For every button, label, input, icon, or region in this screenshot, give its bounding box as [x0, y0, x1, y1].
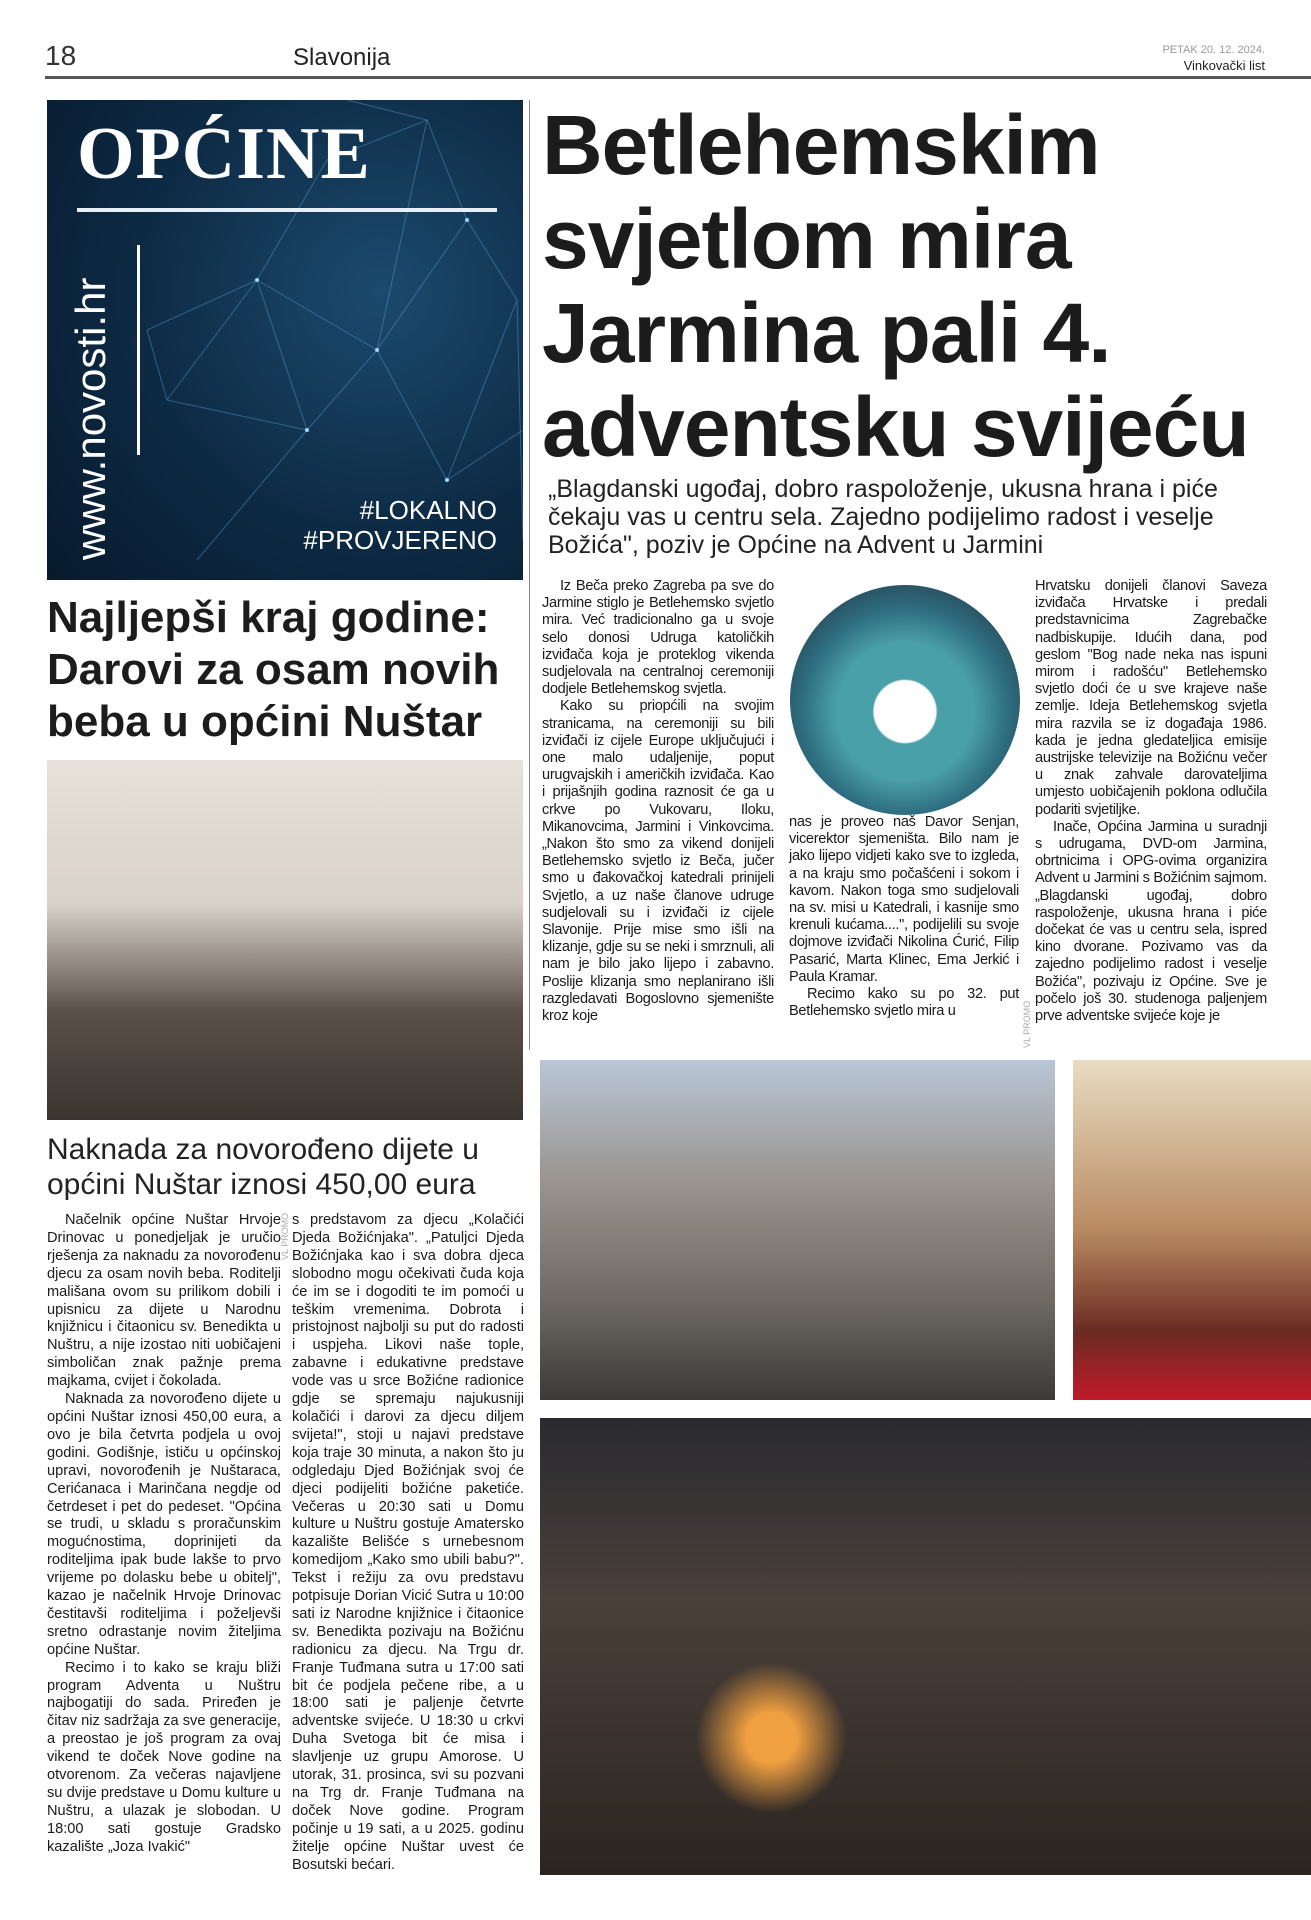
- paragraph: Načelnik općine Nuštar Hrvoje Drinovac u ponedjeljak je uručio rješenja za naknadu za novorođenu djecu za osam novih beba. Roditelji mališana ovom su prilikom dobili i upisnicu za dijete u Narodnu knjižnicu i čitaonicu sv. Benedikta u Nuštru, a nije izostao niti uobičajeni simboličan znak pažnje prema majkama, cvijet i čokolada.: [47, 1212, 281, 1390]
- left-article-column-1: [47, 1212, 281, 1857]
- issue-date: PETAK 20. 12. 2024.: [1162, 44, 1265, 56]
- opcine-banner: [47, 100, 523, 580]
- paragraph: Inače, Općina Jarmina u suradnji s udrugama, DVD-om Jarmina, obrtnicima i OPG-ovima organizira Advent u Jarmini s Božićnim sajmom. „Blagdanski ugođaj, dobro raspoloženje, ukusna hrana i piće dočekat će vas u centru sela, ispred kino dvorane. Pozivamo vas da zajedno podijelimo radost i veselje Božića", pozivaju iz Općine. Sve je počelo još 30. studenoga paljenjem prve adventske svijeće koje je: [1035, 818, 1267, 1025]
- left-article-subheadline: Naknada za novorođeno dijete u općini Nuštar iznosi 450,00 eura: [47, 1133, 479, 1201]
- banner-url: www.novosti.hr: [67, 277, 114, 560]
- promo-label: VL PROMO: [1022, 1000, 1032, 1048]
- newspaper-name: Vinkovački list: [1183, 58, 1265, 73]
- page-number: 18: [45, 40, 77, 71]
- paragraph: Naknada za novorođeno dijete u općini Nuštar iznosi 450,00 eura, a ovo je bila četvrta podjela u ovoj godini. Godišnje, ističu u općinskoj upravi, novorođenih je Nuštaraca, Cerićanaca i Marinčana negdje od četrdeset i pet do pedeset. "Općina se trudi, u skladu s proračunskim mogućnostima, doprinijeti da roditeljima ipak bude lakše to prvo vrijeme po dolasku bebe u obitelj", kazao je načelnik Hrvoje Drinovac čestitavši roditeljima i poželjevši sretno odrastanje novim žiteljima općine Nuštar.: [47, 1391, 281, 1658]
- main-article-deck: „Blagdanski ugođaj, dobro raspoloženje, ukusna hrana i piće čekaju vas u centru sela. Zajedno podijelimo radost i veselje Božića", poziv je Općine na Advent u Jarmini: [548, 475, 1218, 559]
- photo-candle-lantern: [790, 585, 1020, 815]
- paragraph: Recimo i to kako se kraju bliži program Adventa u Nuštru najbogatiji do sada. Priređen je čitav niz sadržaja za sve generacije, a preostao je još program za ovaj vikend te doček Nove godine na otvorenom. Za večeras najavljene su dvije predstave u Domu kulture u Nuštru, a ulazak je slobodan. U 18:00 sati gostuje Gradsko kazalište „Joza Ivakić": [47, 1659, 281, 1855]
- left-article-headline: Najljepši kraj godine: Darovi za osam novih beba u općini Nuštar: [47, 593, 500, 746]
- photo-parents-with-babies: [47, 760, 523, 1120]
- banner-tags: [303, 495, 497, 555]
- main-article-column-3: [1035, 578, 1267, 1025]
- photo-boy-in-church: [1073, 1060, 1311, 1400]
- paragraph: nas je proveo naš Davor Senjan, vicerektor sjemeništa. Bilo nam je jako lijepo vidjeti kako sve to izgleda, a na kraju smo počašćeni i sokom i kavom. Nakon toga smo sudjelovali na sv. misi u Katedrali, i kasnije smo krenuli kućama....", podijelili su svoje dojmove izviđači Nikolina Ćurić, Filip Pasarić, Marta Klinec, Ema Jerkić i Paula Kramar.: [789, 814, 1019, 985]
- tag-provjereno: #PROVJERENO: [303, 525, 497, 555]
- banner-title: OPĆINE: [77, 113, 371, 195]
- banner-rule: [77, 208, 497, 212]
- photo-scouts-at-cathedral: [540, 1060, 1055, 1400]
- left-article-column-2: [292, 1212, 524, 1875]
- main-article-headline: Betlehemskim svjetlom mira Jarmina pali 4. adventsku svijeću: [542, 98, 1249, 474]
- section-title: Slavonija: [293, 44, 391, 71]
- banner-bar: [137, 245, 140, 455]
- paragraph: s predstavom za djecu „Kolačići Djeda Božićnjaka". „Patuljci Djeda Božićnjaka kao i sva dobra djeca slobodno mogu očekivati čuda koja će im se i dogoditi te im pomoći u teškim vremenima. Dobrota i pristojnost najbolji su put do radosti i uspjeha. Likovi naše tople, zabavne i edukativne predstave vode vas u srce Božićne radionice gdje se spremaju najukusniji kolačići i darovi za djecu diljem svijeta!", stoji u najavi predstave koja traje 30 minuta, a nakon što ju odgledaju Djed Božićnjak svoj će djeci podijeliti božićne paketiće. Večeras u 20:30 sati u Domu kulture u Nuštru gostuje Amatersko kazalište Belišće s urnebesnom komedijom „Kako smo ubili babu?". Tekst i režiju za ovu predstavu potpisuje Dorian Vicić Sutra u 10:00 sati iz Narodne knjižnice i čitaonice sv. Benedikta pozivaju na Božićnu radionicu za djecu. Na Trgu dr. Franje Tuđmana sutra u 17:00 sati bit će podjela pečene ribe, a u 18:00 sati je paljenje četvrte adventske svijeće. U 18:30 u crkvi Duha Svetoga bit će misa i slavljenje uz grupu Amorose. U utorak, 31. prosinca, svi su pozvani na Trg dr. Franje Tuđmana na doček Nove godine. Program počinje u 19 sati, a u 2025. godinu žitelje općine Nuštar uvest će Bosutski bećari.: [292, 1212, 524, 1873]
- header-rule: [45, 76, 1311, 79]
- paragraph: Iz Beča preko Zagreba pa sve do Jarmine stiglo je Betlehemsko svjetlo mira. Već tradicionalno ga u svoje selo donosi Udruga katoličkih izviđača koja je proteklog vikenda sudjelovala na centralnoj ceremoniji dodjele Betlehemskog svjetla.: [542, 578, 774, 698]
- paragraph: Kako su priopćili na svojim stranicama, na ceremoniji su bili izviđači iz cijele Europe uključujući i one malo udaljenije, poput urugvajskih i američkih izviđača. Kao i prijašnjih godina raznosit će ga u crkve po Vukovaru, Iloku, Mikanovcima, Jarmini i Vinkovcima. „Nakon što smo za vikend donijeli Betlehemsko svjetlo iz Beča, jučer smo u đakovačkoj katedrali prinijeli Svjetlo, a uz naše članove udruge sudjelovali su i izviđači iz cijele Slavonije. Prije mise smo išli na klizanje, gdje su se neki i smrznuli, ali nam je bilo jako lijepo i zabavno. Poslije klizanja smo neplanirano išli razgledavati Bogoslovno sjemenište kroz koje: [542, 698, 774, 1025]
- main-article-column-2: [789, 814, 1019, 1020]
- photo-advent-crowd: [540, 1418, 1311, 1875]
- column-divider: [529, 100, 530, 1050]
- paragraph: Recimo kako su po 32. put Betlehemsko svjetlo mira u: [789, 986, 1019, 1020]
- tag-lokalno: #LOKALNO: [359, 495, 497, 525]
- main-article-column-1: [542, 578, 774, 1025]
- paragraph: Hrvatsku donijeli članovi Saveza izviđača Hrvatske i predali predstavnicima Zagrebačke nadbiskupije. Idućih dana, pod geslom "Bog nade neka nas ispuni mirom i radošću" Betlehemsko svjetlo doći će u sve krajeve naše zemlje. Ideja Betlehemskog svjetla mira razvila se iz događaja 1986. kada je jedna gledateljica emisije austrijske televizije na Božićnu večer u znak zahvale darovateljima umjesto uobičajenih poklona odlučila podariti svjetiljke.: [1035, 578, 1267, 818]
- promo-label: VL PROMO: [280, 1212, 290, 1260]
